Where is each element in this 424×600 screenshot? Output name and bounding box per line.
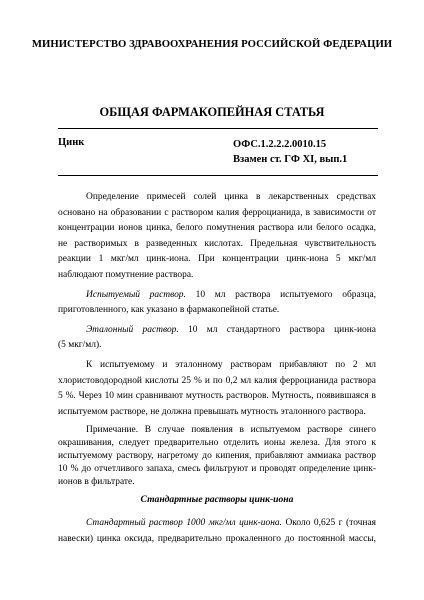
text-line [58, 288, 376, 304]
paragraph-test-solution [58, 288, 376, 319]
text-line: К испытуемому и эталонному растворам прибавляют по 2 мл [86, 359, 376, 370]
paragraph-reference-solution [58, 323, 376, 354]
text-line [58, 323, 376, 339]
text-line: Определение примесей солей цинка в лекарственных средствах [86, 192, 376, 202]
text-line: испытуемому раствору, нагретому до кипения, прибавляют аммиака раствор [58, 450, 376, 461]
text-line: (5 мкг/мл). [58, 340, 102, 351]
text-fragment: 10 мл раствора испытуемого образца, [185, 289, 376, 300]
text-line: не растворимых в разведенных кислотах. Предельная чувствительность [58, 238, 376, 249]
monograph-replaces: Взамен ст. ГФ XI, вып.1 [233, 154, 348, 165]
text-line [58, 516, 376, 532]
test-solution-label: Испытуемый раствор. [86, 289, 186, 300]
monograph-code: ОФС.1.2.2.2.0010.15 [233, 139, 327, 150]
text-line: окрашивания, следует предварительно отделить ионы железа. Для этого к [58, 438, 376, 449]
text-line: реакции 1 мкг/мл цинк-иона. При концентрации цинк-иона 5 мкг/мл [58, 254, 376, 265]
text-line: испытуемом растворе, не должна превышать мутность эталонного раствора. [58, 406, 366, 417]
top-divider [58, 128, 378, 129]
text-line: Примечание. В случае появления в испытуемом растворе синего [86, 425, 376, 436]
article-type-title: ОБЩАЯ ФАРМАКОПЕЙНАЯ СТАТЬЯ [99, 105, 325, 119]
text-line: ионов в фильтрате. [58, 476, 135, 487]
bottom-divider [58, 175, 378, 176]
text-line: приготовленного, как указано в фармакопейной статье. [58, 305, 280, 316]
monograph-name: Цинк [58, 137, 85, 148]
paragraph-note [58, 424, 376, 488]
standard-solution-label: Стандартный раствор 1000 мкг/мл цинк-иона. [86, 518, 282, 529]
text-line: хлористоводородной кислоты 25 % и по 0,2 мл калия ферроцианида раствора [58, 375, 376, 386]
paragraph-principle [58, 190, 376, 284]
text-fragment: Около 0,625 г (точная [281, 518, 376, 529]
article-body [58, 190, 376, 547]
text-fragment: 10 мл стандартного раствора цинк-иона [178, 324, 376, 335]
ministry-header: МИНИСТЕРСТВО ЗДРАВООХРАНЕНИЯ РОССИЙСКОЙ ФЕДЕРАЦИИ [31, 38, 393, 50]
text-line: 5 %. Через 10 мин сравнивают мутность растворов. Мутность, появившаяся в [58, 391, 376, 402]
text-line: основано на образовании с раствором калия ферроцианида, в зависимости от [58, 207, 376, 218]
paragraph-procedure [58, 358, 376, 420]
paragraph-standard-solution [58, 516, 376, 547]
section-subheading: Стандартные растворы цинк-иона [140, 494, 294, 506]
text-line: 10 % до отчетливого запаха, смесь фильтруют и проводят определение цинк- [58, 463, 376, 474]
monograph-code-block [233, 137, 347, 167]
text-line: концентрации ионов цинка, белого помутнения раствора или белого осадка, [58, 223, 376, 234]
text-line: навески) цинка оксида, предварительно прокаленного до постоянной массы, [58, 533, 376, 544]
text-line: наблюдают помутнение раствора. [58, 269, 194, 280]
reference-solution-label: Эталонный раствор. [86, 324, 179, 335]
